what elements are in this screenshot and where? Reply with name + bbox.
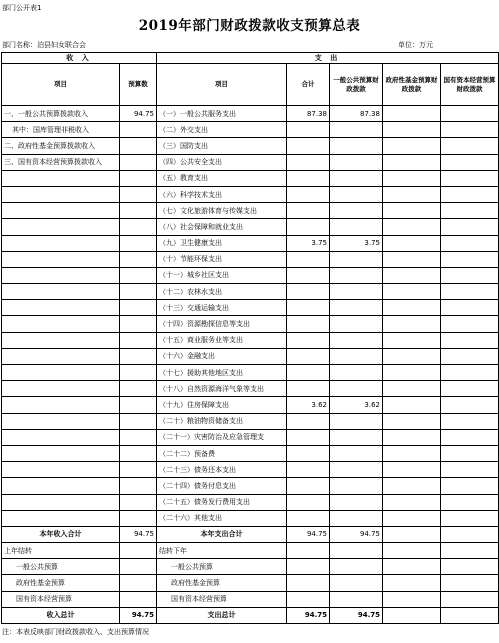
expense-state-capital-cell — [441, 138, 499, 154]
income-value-cell — [120, 170, 157, 186]
carry-income-value — [120, 575, 157, 591]
table-row — [2, 186, 499, 202]
expense-item-cell: （二十六）其他支出 — [157, 510, 287, 526]
expense-state-capital-cell — [441, 348, 499, 364]
expense-gov-fund-cell — [383, 478, 441, 494]
expense-general-cell — [330, 251, 383, 267]
expense-subtotal-label: 本年支出合计 — [157, 526, 287, 542]
expense-general-cell — [330, 348, 383, 364]
income-value-cell — [120, 186, 157, 202]
expense-item-cell: （六）科学技术支出 — [157, 186, 287, 202]
expense-item-cell: （十二）农林水支出 — [157, 284, 287, 300]
section-header-row — [2, 53, 499, 64]
expense-state-capital-cell — [441, 203, 499, 219]
table-row — [2, 284, 499, 300]
expense-state-capital-cell — [441, 494, 499, 510]
expense-general-cell — [330, 300, 383, 316]
table-row — [2, 316, 499, 332]
state-capital-header: 国有资本经营预算财政拨款 — [441, 64, 499, 106]
carry-expense-total — [287, 591, 330, 607]
expense-state-capital-cell — [441, 300, 499, 316]
expense-state-capital-cell — [441, 122, 499, 138]
expense-general-cell — [330, 170, 383, 186]
expense-item-cell: （十一）城乡社区支出 — [157, 267, 287, 283]
income-item-cell — [2, 445, 120, 461]
column-header-row — [2, 64, 499, 106]
expense-state-capital-cell — [441, 397, 499, 413]
expense-total-cell — [287, 348, 330, 364]
carry-over-row — [2, 559, 499, 575]
table-row — [2, 267, 499, 283]
expense-total-cell — [287, 413, 330, 429]
expense-gov-fund-cell — [383, 429, 441, 445]
carry-expense-total — [287, 559, 330, 575]
carry-income-label: 政府性基金预算 — [2, 575, 120, 591]
expense-gov-fund-cell — [383, 494, 441, 510]
income-item-cell — [2, 170, 120, 186]
expense-general-cell — [330, 122, 383, 138]
expense-state-capital-cell — [441, 510, 499, 526]
expense-total-cell — [287, 284, 330, 300]
income-item-cell: 其中：国库管理非税收入 — [2, 122, 120, 138]
income-item-cell — [2, 219, 120, 235]
expense-total-cell — [287, 478, 330, 494]
expense-item-cell: （一）一般公共服务支出 — [157, 106, 287, 122]
expense-total-cell — [287, 445, 330, 461]
income-value-cell — [120, 154, 157, 170]
income-item-cell — [2, 397, 120, 413]
expense-general-cell — [330, 462, 383, 478]
table-row — [2, 478, 499, 494]
expense-item-cell: （二十四）债务付息支出 — [157, 478, 287, 494]
expense-general-cell — [330, 413, 383, 429]
expense-total-cell — [287, 138, 330, 154]
income-item-cell — [2, 365, 120, 381]
carry-income-label: 国有资本经营预算 — [2, 591, 120, 607]
income-value-cell — [120, 203, 157, 219]
expense-total-cell: 3.62 — [287, 397, 330, 413]
table-row — [2, 170, 499, 186]
department-name: 泊县妇女联合会 — [37, 41, 86, 49]
expense-item-cell: （二十三）债务还本支出 — [157, 462, 287, 478]
expense-general-cell — [330, 186, 383, 202]
expense-general-cell — [330, 510, 383, 526]
expense-total-cell — [287, 429, 330, 445]
income-value-cell — [120, 235, 157, 251]
footnote: 注：本表反映部门财政拨款收入、支出预算情况 — [2, 628, 149, 636]
subtotal-row — [2, 526, 499, 542]
expense-item-cell: （九）卫生健康支出 — [157, 235, 287, 251]
income-value-cell — [120, 284, 157, 300]
expense-total-cell — [287, 251, 330, 267]
income-item-cell — [2, 251, 120, 267]
expense-general-cell: 87.38 — [330, 106, 383, 122]
expense-item-cell: （十五）商业服务业等支出 — [157, 332, 287, 348]
form-number: 部门公开表1 — [2, 4, 42, 12]
income-item-cell — [2, 203, 120, 219]
income-grand-total-label: 收入总计 — [2, 607, 120, 623]
expense-item-cell: （二）外交支出 — [157, 122, 287, 138]
expense-general-cell — [330, 429, 383, 445]
carry-income-value — [120, 559, 157, 575]
expense-total-cell — [287, 332, 330, 348]
expense-item-cell: （十六）金融支出 — [157, 348, 287, 364]
carry-expense-general — [330, 575, 383, 591]
expense-item-cell: （二十）粮油物资储备支出 — [157, 413, 287, 429]
expense-total-cell — [287, 219, 330, 235]
expense-state-capital-cell — [441, 106, 499, 122]
table-row — [2, 413, 499, 429]
carry-expense-gov-fund — [383, 591, 441, 607]
income-value-cell — [120, 429, 157, 445]
expense-total-cell — [287, 170, 330, 186]
expense-section-header: 支 出 — [157, 53, 499, 64]
income-value-cell — [120, 478, 157, 494]
income-item-cell — [2, 381, 120, 397]
expense-total-cell — [287, 300, 330, 316]
carry-over-row — [2, 591, 499, 607]
table-row — [2, 138, 499, 154]
table-row — [2, 445, 499, 461]
expense-grand-total-general: 94.75 — [330, 607, 383, 623]
expense-general-cell: 3.75 — [330, 235, 383, 251]
table-row — [2, 397, 499, 413]
expense-subtotal-total: 94.75 — [287, 526, 330, 542]
income-value-cell — [120, 445, 157, 461]
expense-gov-fund-cell — [383, 186, 441, 202]
expense-state-capital-cell — [441, 186, 499, 202]
table-row — [2, 510, 499, 526]
expense-gov-fund-cell — [383, 251, 441, 267]
expense-state-capital-cell — [441, 462, 499, 478]
expense-item-cell: （三）国防支出 — [157, 138, 287, 154]
budget-header: 预算数 — [120, 64, 157, 106]
expense-gov-fund-cell — [383, 235, 441, 251]
expense-gov-fund-cell — [383, 510, 441, 526]
expense-grand-total-gov-fund — [383, 607, 441, 623]
expense-gov-fund-cell — [383, 138, 441, 154]
income-grand-total-value: 94.75 — [120, 607, 157, 623]
table-row — [2, 348, 499, 364]
carry-over-row — [2, 543, 499, 559]
income-item-cell — [2, 348, 120, 364]
income-value-cell — [120, 348, 157, 364]
income-item-header: 项目 — [2, 64, 120, 106]
expense-item-cell: （十八）自然资源海洋气象等支出 — [157, 381, 287, 397]
expense-total-cell — [287, 154, 330, 170]
expense-total-cell — [287, 186, 330, 202]
expense-state-capital-cell — [441, 316, 499, 332]
income-item-cell — [2, 186, 120, 202]
carry-expense-general — [330, 543, 383, 559]
expense-total-cell — [287, 494, 330, 510]
income-value-cell — [120, 332, 157, 348]
department-line — [2, 40, 86, 50]
income-value-cell — [120, 219, 157, 235]
income-item-cell — [2, 284, 120, 300]
income-item-cell — [2, 235, 120, 251]
gov-fund-header: 政府性基金预算财政拨款 — [383, 64, 441, 106]
carry-expense-state-capital — [441, 543, 499, 559]
carry-expense-label: 结转下年 — [157, 543, 287, 559]
grand-total-row — [2, 607, 499, 623]
expense-item-cell: （七）文化旅游体育与传媒支出 — [157, 203, 287, 219]
income-item-cell — [2, 510, 120, 526]
income-section-header: 收 入 — [2, 53, 157, 64]
expense-general-cell — [330, 381, 383, 397]
expense-state-capital-cell — [441, 332, 499, 348]
unit-label: 单位：万元 — [398, 41, 433, 49]
table-row — [2, 219, 499, 235]
expense-item-cell: （四）公共安全支出 — [157, 154, 287, 170]
expense-total-cell — [287, 510, 330, 526]
expense-general-cell — [330, 203, 383, 219]
income-item-cell — [2, 413, 120, 429]
income-subtotal-label: 本年收入合计 — [2, 526, 120, 542]
table-row — [2, 106, 499, 122]
expense-state-capital-cell — [441, 365, 499, 381]
expense-general-cell — [330, 365, 383, 381]
income-value-cell — [120, 365, 157, 381]
income-value-cell — [120, 251, 157, 267]
table-row — [2, 429, 499, 445]
expense-general-cell — [330, 138, 383, 154]
expense-general-cell — [330, 154, 383, 170]
expense-state-capital-cell — [441, 154, 499, 170]
expense-gov-fund-cell — [383, 348, 441, 364]
carry-expense-state-capital — [441, 559, 499, 575]
expense-state-capital-cell — [441, 284, 499, 300]
income-item-cell: 三、国有资本经营预算拨款收入 — [2, 154, 120, 170]
expense-gov-fund-cell — [383, 170, 441, 186]
income-value-cell — [120, 381, 157, 397]
expense-subtotal-gov-fund — [383, 526, 441, 542]
expense-general-cell — [330, 445, 383, 461]
income-item-cell — [2, 494, 120, 510]
expense-general-cell — [330, 284, 383, 300]
expense-total-cell: 87.38 — [287, 106, 330, 122]
table-row — [2, 332, 499, 348]
expense-total-cell — [287, 267, 330, 283]
expense-item-cell: （十四）资源勘探信息等支出 — [157, 316, 287, 332]
expense-gov-fund-cell — [383, 122, 441, 138]
table-row — [2, 235, 499, 251]
expense-item-cell: （五）教育支出 — [157, 170, 287, 186]
expense-item-cell: （十九）住房保障支出 — [157, 397, 287, 413]
expense-gov-fund-cell — [383, 445, 441, 461]
expense-item-cell: （八）社会保障和就业支出 — [157, 219, 287, 235]
income-value-cell — [120, 122, 157, 138]
expense-gov-fund-cell — [383, 106, 441, 122]
carry-expense-state-capital — [441, 575, 499, 591]
expense-item-cell: （二十一）灾害防治及应急管理支 — [157, 429, 287, 445]
expense-gov-fund-cell — [383, 365, 441, 381]
expense-total-cell — [287, 316, 330, 332]
table-row — [2, 365, 499, 381]
expense-general-cell — [330, 494, 383, 510]
expense-item-cell: （十七）援助其他地区支出 — [157, 365, 287, 381]
table-row — [2, 122, 499, 138]
expense-grand-total-label: 支出总计 — [157, 607, 287, 623]
expense-gov-fund-cell — [383, 284, 441, 300]
expense-general-cell — [330, 219, 383, 235]
income-value-cell — [120, 267, 157, 283]
income-value-cell — [120, 494, 157, 510]
expense-grand-total-state-capital — [441, 607, 499, 623]
page-title: 2019年部门财政拨款收支预算总表 — [138, 18, 361, 34]
expense-total-cell — [287, 203, 330, 219]
carry-expense-label: 政府性基金预算 — [157, 575, 287, 591]
budget-table — [1, 52, 499, 624]
total-header: 合计 — [287, 64, 330, 106]
income-value-cell — [120, 138, 157, 154]
carry-expense-gov-fund — [383, 543, 441, 559]
carry-expense-gov-fund — [383, 559, 441, 575]
expense-gov-fund-cell — [383, 397, 441, 413]
income-item-cell: 二、政府性基金预算拨款收入 — [2, 138, 120, 154]
table-row — [2, 154, 499, 170]
expense-state-capital-cell — [441, 445, 499, 461]
expense-item-cell: （十）节能环保支出 — [157, 251, 287, 267]
income-item-cell — [2, 429, 120, 445]
income-subtotal-value: 94.75 — [120, 526, 157, 542]
expense-gov-fund-cell — [383, 462, 441, 478]
income-item-cell: 一、一般公共预算拨款收入 — [2, 106, 120, 122]
income-value-cell — [120, 300, 157, 316]
expense-gov-fund-cell — [383, 203, 441, 219]
expense-state-capital-cell — [441, 478, 499, 494]
expense-state-capital-cell — [441, 235, 499, 251]
table-row — [2, 462, 499, 478]
table-row — [2, 381, 499, 397]
department-label: 部门名称： — [2, 41, 37, 49]
expense-state-capital-cell — [441, 267, 499, 283]
table-row — [2, 251, 499, 267]
expense-item-header: 项目 — [157, 64, 287, 106]
carry-expense-gov-fund — [383, 575, 441, 591]
expense-item-cell: （十三）交通运输支出 — [157, 300, 287, 316]
general-budget-header: 一般公共预算财政拨款 — [330, 64, 383, 106]
carry-expense-label: 一般公共预算 — [157, 559, 287, 575]
income-item-cell — [2, 462, 120, 478]
income-value-cell: 94.75 — [120, 106, 157, 122]
income-value-cell — [120, 510, 157, 526]
expense-total-cell: 3.75 — [287, 235, 330, 251]
expense-grand-total-total: 94.75 — [287, 607, 330, 623]
expense-gov-fund-cell — [383, 154, 441, 170]
expense-state-capital-cell — [441, 381, 499, 397]
expense-subtotal-general: 94.75 — [330, 526, 383, 542]
expense-general-cell: 3.62 — [330, 397, 383, 413]
expense-state-capital-cell — [441, 251, 499, 267]
expense-total-cell — [287, 381, 330, 397]
carry-income-label: 一般公共预算 — [2, 559, 120, 575]
expense-item-cell: （二十二）预备费 — [157, 445, 287, 461]
expense-gov-fund-cell — [383, 300, 441, 316]
expense-general-cell — [330, 267, 383, 283]
table-row — [2, 300, 499, 316]
carry-income-value — [120, 591, 157, 607]
expense-general-cell — [330, 316, 383, 332]
expense-gov-fund-cell — [383, 381, 441, 397]
income-value-cell — [120, 462, 157, 478]
expense-state-capital-cell — [441, 219, 499, 235]
expense-gov-fund-cell — [383, 413, 441, 429]
expense-state-capital-cell — [441, 413, 499, 429]
carry-income-label: 上年结转 — [2, 543, 120, 559]
expense-gov-fund-cell — [383, 267, 441, 283]
expense-total-cell — [287, 365, 330, 381]
expense-gov-fund-cell — [383, 219, 441, 235]
expense-total-cell — [287, 122, 330, 138]
carry-expense-total — [287, 575, 330, 591]
income-value-cell — [120, 316, 157, 332]
carry-expense-general — [330, 591, 383, 607]
income-item-cell — [2, 316, 120, 332]
income-item-cell — [2, 478, 120, 494]
expense-total-cell — [287, 462, 330, 478]
income-value-cell — [120, 413, 157, 429]
carry-income-value — [120, 543, 157, 559]
expense-item-cell: （二十五）债务发行费用支出 — [157, 494, 287, 510]
expense-state-capital-cell — [441, 429, 499, 445]
expense-state-capital-cell — [441, 170, 499, 186]
expense-general-cell — [330, 332, 383, 348]
table-row — [2, 203, 499, 219]
carry-over-row — [2, 575, 499, 591]
carry-expense-general — [330, 559, 383, 575]
expense-general-cell — [330, 478, 383, 494]
expense-gov-fund-cell — [383, 316, 441, 332]
carry-expense-label: 国有资本经营预算 — [157, 591, 287, 607]
table-row — [2, 494, 499, 510]
income-item-cell — [2, 267, 120, 283]
income-value-cell — [120, 397, 157, 413]
income-item-cell — [2, 300, 120, 316]
carry-expense-state-capital — [441, 591, 499, 607]
income-item-cell — [2, 332, 120, 348]
expense-gov-fund-cell — [383, 332, 441, 348]
carry-expense-total — [287, 543, 330, 559]
expense-subtotal-state-capital — [441, 526, 499, 542]
